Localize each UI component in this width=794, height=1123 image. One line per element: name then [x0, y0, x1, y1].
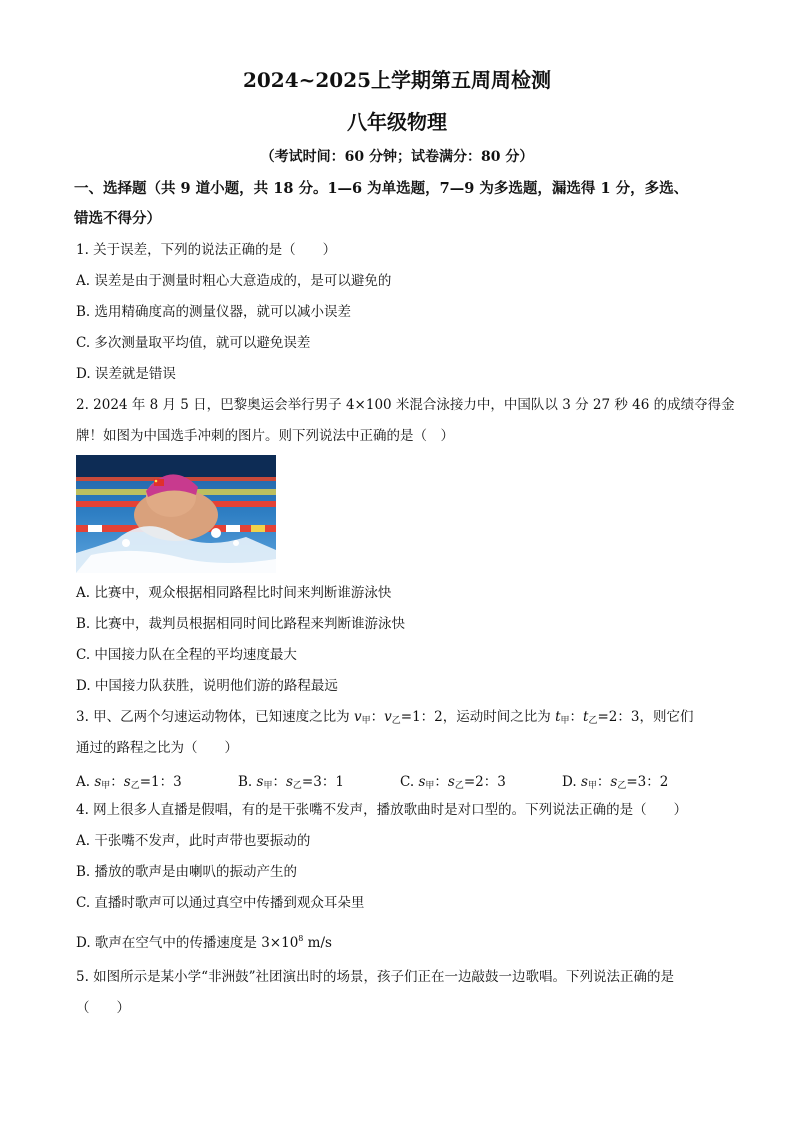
q3-option-c: C. $s_甲$：$s_乙=2$：3	[400, 774, 506, 791]
q5-stem-line1: 5. 如图所示是某小学“非洲鼓”社团演出时的场景，孩子们正在一边敲鼓一边歌唱。下列说法正确的是	[76, 969, 674, 985]
q1-option-c: C. 多次测量取平均值，就可以避免误差	[76, 335, 311, 351]
q3-option-b: B. $s_甲$：$s_乙=3$：1	[238, 774, 344, 791]
q3-option-a: A. $s_甲$：$s_乙=1$：3	[76, 774, 182, 791]
section-heading-line1: 一、选择题（共 9 道小题，共 18 分。1—6 为单选题，7—9 为多选题，漏选得 1 分，多选、	[74, 180, 689, 197]
q2-stem-line1: 2. 2024 年 8 月 5 日，巴黎奥运会举行男子 4×100 米混合泳接力中，中国队以 3 分 27 秒 46 的成绩夺得金	[76, 397, 735, 413]
q2-option-b: B. 比赛中，裁判员根据相同时间比路程来判断谁游泳快	[76, 616, 406, 632]
exam-info: （考试时间：60 分钟；试卷满分：80 分）	[260, 149, 534, 165]
q4-option-d: D. 歌声在空气中的传播速度是 $3\times 10^8$ m/s	[76, 934, 332, 951]
q1-option-a: A. 误差是由于测量时粗心大意造成的，是可以避免的	[76, 273, 392, 289]
q2-option-c: C. 中国接力队在全程的平均速度最大	[76, 647, 297, 663]
q4-option-a: A. 干张嘴不发声，此时声带也要振动的	[76, 833, 311, 849]
q3-option-d: D. $s_甲$：$s_乙=3$：2	[562, 774, 669, 791]
exam-subject: 八年级物理	[347, 110, 447, 134]
q2-stem-line2: 牌！如图为中国选手冲刺的图片。则下列说法中正确的是（ ）	[76, 428, 454, 444]
swimmer-photo	[76, 455, 276, 573]
q1-stem: 1. 关于误差，下列的说法正确的是（ ）	[76, 242, 337, 258]
exam-title: 2024~2025上学期第五周周检测	[242, 68, 552, 92]
q2-option-a: A. 比赛中，观众根据相同路程比时间来判断谁游泳快	[76, 585, 392, 601]
section-heading-line2: 错选不得分）	[74, 210, 161, 227]
swimmer-illustration	[76, 455, 276, 573]
q3-stem-line1: 3. 甲、乙两个匀速运动物体，已知速度之比为 $v_甲$：$v_乙=1$：2，运动时间之比为 $t_甲$：$t_乙=2$：3，则它们	[76, 709, 694, 726]
q3-stem-line2: 通过的路程之比为（ ）	[76, 740, 238, 756]
q2-option-d: D. 中国接力队获胜，说明他们游的路程最远	[76, 678, 338, 694]
q4-option-b: B. 播放的歌声是由喇叭的振动产生的	[76, 864, 298, 880]
q5-stem-line2: （ ）	[76, 1000, 130, 1016]
q1-option-b: B. 选用精确度高的测量仪器，就可以减小误差	[76, 304, 352, 320]
q4-stem: 4. 网上很多人直播是假唱，有的是干张嘴不发声，播放歌曲时是对口型的。下列说法正确的是（ ）	[76, 802, 688, 818]
q4-option-c: C. 直播时歌声可以通过真空中传播到观众耳朵里	[76, 895, 365, 911]
q1-option-d: D. 误差就是错误	[76, 366, 176, 382]
